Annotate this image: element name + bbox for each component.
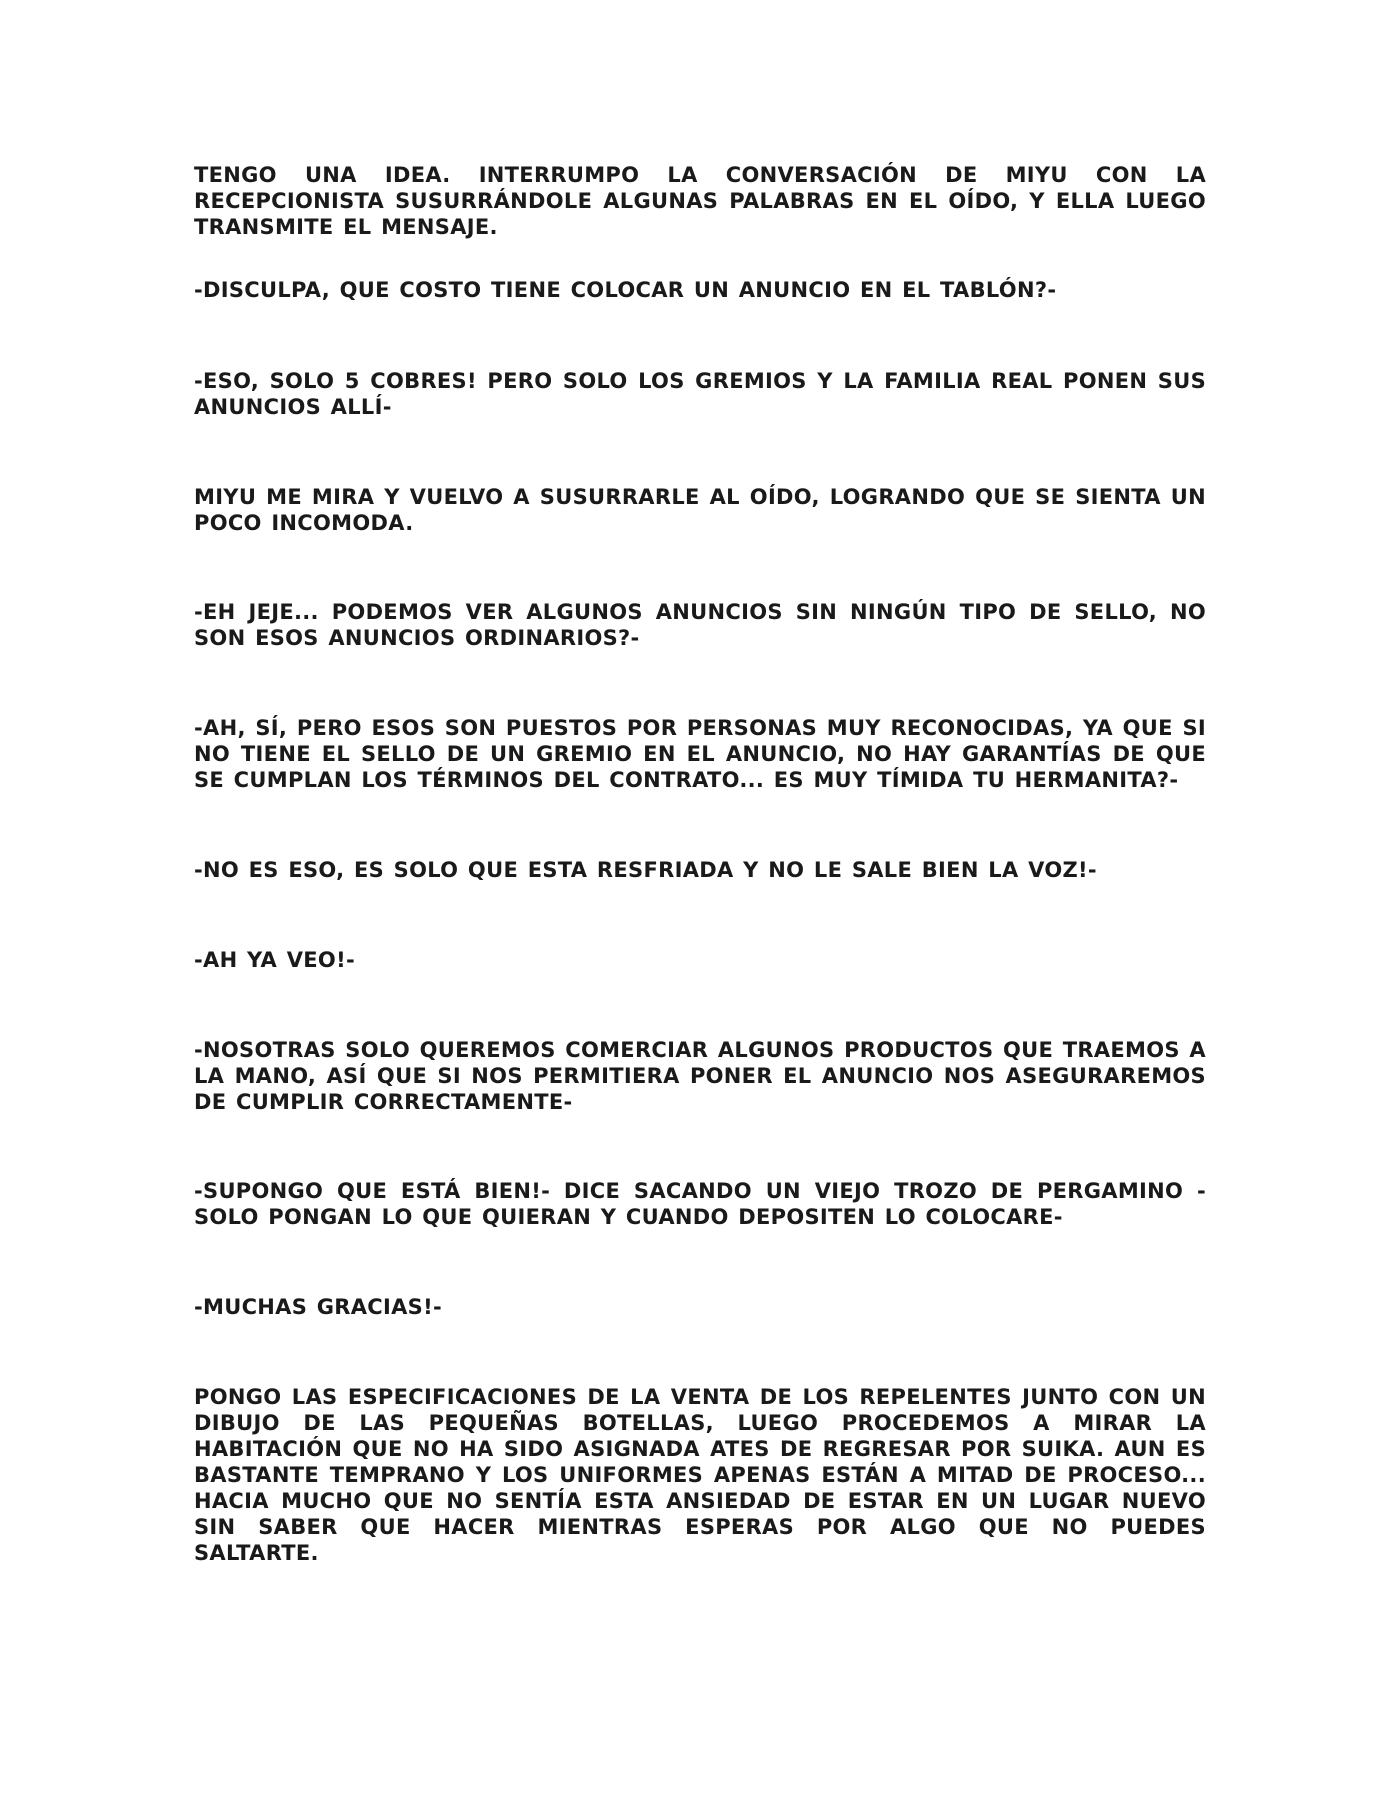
paragraph: PONGO LAS ESPECIFICACIONES DE LA VENTA DE LOS REPELENTES JUNTO CON UN DIBUJO DE LAS PEQUEÑAS BOTELLAS, LUEGO PROCEDEMOS A MIRAR LA HABITACIÓN QUE NO HA SIDO ASIGNADA ATES DE REGRESAR POR SUIKA. AUN ES BASTANTE TEMPRANO Y LOS UNIFORMES APENAS ESTÁN A MITAD DE PROCESO... HACIA MUCHO QUE NO SENTÍA ESTA ANSIEDAD DE ESTAR EN UN LUGAR NUEVO SIN SABER QUE HACER MIENTRAS ESPERAS POR ALGO QUE NO PUEDES SALTARTE. xyxy=(194,1385,1206,1565)
paragraph: -SUPONGO QUE ESTÁ BIEN!- DICE SACANDO UN VIEJO TROZO DE PERGAMINO -SOLO PONGAN LO QUE QUIERAN Y CUANDO DEPOSITEN LO COLOCARE- xyxy=(194,1179,1206,1229)
paragraph: -MUCHAS GRACIAS!- xyxy=(194,1295,442,1319)
paragraph: -EH JEJE... PODEMOS VER ALGUNOS ANUNCIOS SIN NINGÚN TIPO DE SELLO, NO SON ESOS ANUNCIOS ORDINARIOS?- xyxy=(194,600,1206,650)
paragraph: -AH YA VEO!- xyxy=(194,948,355,972)
paragraph: MIYU ME MIRA Y VUELVO A SUSURRARLE AL OÍDO, LOGRANDO QUE SE SIENTA UN POCO INCOMODA. xyxy=(194,485,1206,535)
paragraph: -ESO, SOLO 5 COBRES! PERO SOLO LOS GREMIOS Y LA FAMILIA REAL PONEN SUS ANUNCIOS ALLÍ- xyxy=(194,369,1206,419)
paragraph: -NOSOTRAS SOLO QUEREMOS COMERCIAR ALGUNOS PRODUCTOS QUE TRAEMOS A LA MANO, ASÍ QUE SI NOS PERMITIERA PONER EL ANUNCIO NOS ASEGURAREMOS DE CUMPLIR CORRECTAMENTE- xyxy=(194,1038,1206,1114)
paragraph: -DISCULPA, QUE COSTO TIENE COLOCAR UN ANUNCIO EN EL TABLÓN?- xyxy=(194,278,1057,302)
paragraph: -AH, SÍ, PERO ESOS SON PUESTOS POR PERSONAS MUY RECONOCIDAS, YA QUE SI NO TIENE EL SELLO DE UN GREMIO EN EL ANUNCIO, NO HAY GARANTÍAS DE QUE SE CUMPLAN LOS TÉRMINOS DEL CONTRATO... ES MUY TÍMIDA TU HERMANITA?- xyxy=(194,716,1206,792)
paragraph: TENGO UNA IDEA. INTERRUMPO LA CONVERSACIÓN DE MIYU CON LA RECEPCIONISTA SUSURRÁNDOLE ALGUNAS PALABRAS EN EL OÍDO, Y ELLA LUEGO TRANSMITE EL MENSAJE. xyxy=(194,163,1206,239)
paragraph: -NO ES ESO, ES SOLO QUE ESTA RESFRIADA Y NO LE SALE BIEN LA VOZ!- xyxy=(194,858,1097,882)
